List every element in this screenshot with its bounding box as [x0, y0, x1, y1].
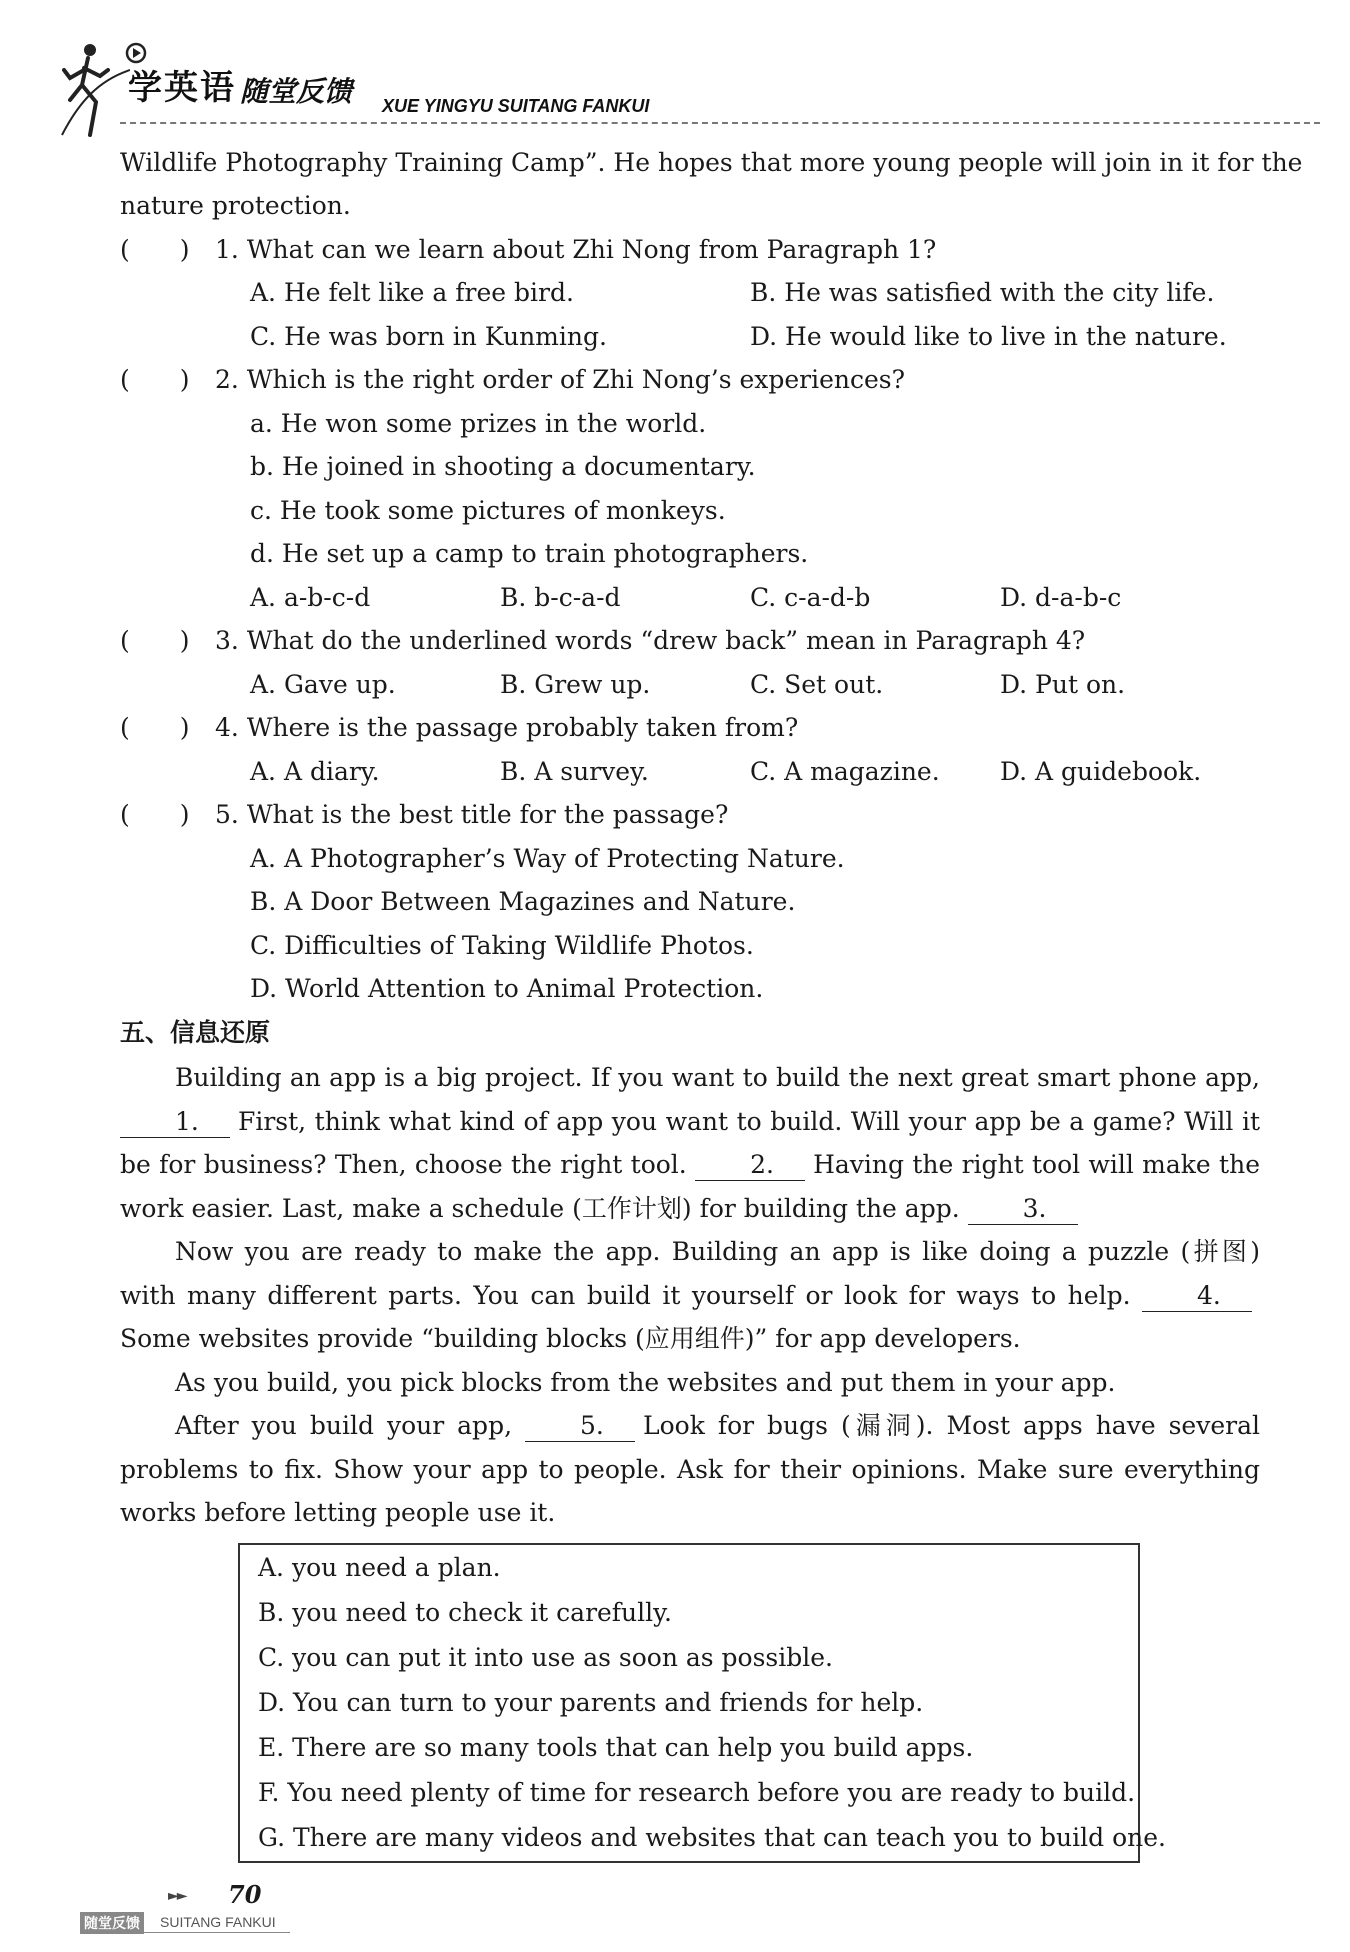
page-footer — [80, 1880, 300, 1940]
option: D. d-a-b-c — [1000, 583, 1122, 612]
double-arrow-icon: ►► — [168, 1888, 186, 1904]
question-text: What can we learn about Zhi Nong from Paragraph 1? — [246, 235, 937, 264]
question-number: 2. — [215, 365, 239, 394]
option: C. Difficulties of Taking Wildlife Photos. — [250, 931, 754, 960]
order-item: a. He won some prizes in the world. — [250, 409, 707, 438]
question-3 — [120, 621, 1260, 661]
footer-badge: 随堂反馈 — [80, 1912, 144, 1934]
question-5 — [120, 795, 1260, 835]
question-number: 3. — [215, 626, 239, 655]
footer-subtitle: SUITANG FANKUI — [160, 1914, 276, 1930]
question-number: 5. — [215, 800, 239, 829]
header-subtitle-cn: 随堂反馈 — [240, 75, 353, 108]
order-item: d. He set up a camp to train photographers. — [250, 539, 809, 568]
page-header — [60, 40, 1320, 140]
option: C. A magazine. — [750, 757, 940, 786]
page-number: 70 — [228, 1880, 262, 1909]
option: D. A guidebook. — [1000, 757, 1202, 786]
option: A. a-b-c-d — [250, 583, 371, 612]
question-4 — [120, 708, 1260, 748]
choice-f: F. You need plenty of time for research before you are ready to build. — [258, 1778, 1136, 1807]
blank-1[interactable]: 1. — [120, 1107, 230, 1138]
answer-paren[interactable]: ( ) — [120, 800, 190, 829]
option: C. c-a-d-b — [750, 583, 871, 612]
header-divider — [120, 122, 1320, 124]
blank-5[interactable]: 5. — [525, 1411, 635, 1442]
answer-paren[interactable]: ( ) — [120, 235, 190, 264]
choice-e: E. There are so many tools that can help you build apps. — [258, 1733, 974, 1762]
passage-paragraph-2: Now you are ready to make the app. Building an app is like doing a puzzle (拼图) with many different parts. You can build it yourself or look for ways to help. 4.Some websites provide “building blocks (应用组件)” for app developers. — [120, 1237, 1260, 1353]
option: D. He would like to live in the nature. — [750, 322, 1227, 351]
blank-3[interactable]: 3. — [968, 1194, 1078, 1225]
question-text: Which is the right order of Zhi Nong’s experiences? — [246, 365, 906, 394]
question-number: 1. — [215, 235, 239, 264]
question-1 — [120, 230, 1260, 270]
option: A. A diary. — [250, 757, 380, 786]
answer-paren[interactable]: ( ) — [120, 365, 190, 394]
choice-g: G. There are many videos and websites that can teach you to build one. — [258, 1823, 1166, 1852]
option: B. Grew up. — [500, 670, 651, 699]
choice-d: D. You can turn to your parents and friends for help. — [258, 1688, 924, 1717]
runner-icon — [60, 40, 130, 140]
choices-box — [238, 1543, 1166, 1863]
option: C. He was born in Kunming. — [250, 322, 607, 351]
order-item: b. He joined in shooting a documentary. — [250, 452, 756, 481]
header-title-cn: 学英语 — [128, 68, 236, 108]
option: B. A Door Between Magazines and Nature. — [250, 887, 796, 916]
section-title: 五、信息还原 — [120, 1018, 271, 1047]
blank-2[interactable]: 2. — [695, 1150, 805, 1181]
passage-paragraph-3: As you build, you pick blocks from the websites and put them in your app. — [175, 1368, 1116, 1397]
option: C. Set out. — [750, 670, 884, 699]
option: D. World Attention to Animal Protection. — [250, 974, 764, 1003]
question-number: 4. — [215, 713, 239, 742]
choice-b: B. you need to check it carefully. — [258, 1598, 672, 1627]
option: A. A Photographer’s Way of Protecting Nature. — [250, 844, 845, 873]
question-text: What is the best title for the passage? — [246, 800, 729, 829]
option: D. Put on. — [1000, 670, 1126, 699]
question-2 — [120, 360, 1260, 400]
intro-line-1: Wildlife Photography Training Camp”. He hopes that more young people will join in it for the — [120, 148, 1303, 177]
choice-a: A. you need a plan. — [258, 1553, 501, 1582]
option: A. Gave up. — [250, 670, 396, 699]
option: B. b-c-a-d — [500, 583, 621, 612]
question-text: Where is the passage probably taken from? — [246, 713, 799, 742]
answer-paren[interactable]: ( ) — [120, 713, 190, 742]
passage-paragraph-4: After you build your app, 5. Look for bugs (漏洞). Most apps have several problems to fix. Show your app to people. Ask for their opinions. Make sure everything works before letting people use it. — [120, 1411, 1260, 1527]
intro-line-2: nature protection. — [120, 191, 351, 220]
footer-divider — [80, 1932, 290, 1933]
order-item: c. He took some pictures of monkeys. — [250, 496, 726, 525]
header-title-en: XUE YINGYU SUITANG FANKUI — [382, 96, 650, 116]
passage-paragraph-1: Building an app is a big project. If you want to build the next great smart phone app, 1. First, think what kind of app you want to build. Will your app be a game? Will it be for business? Then, choose the right tool. 2. Having the right tool will make the work easier. Last, make a schedule (工作计划) for building the app. 3. — [120, 1063, 1260, 1223]
option: B. He was satisfied with the city life. — [750, 278, 1215, 307]
answer-paren[interactable]: ( ) — [120, 626, 190, 655]
option: B. A survey. — [500, 757, 649, 786]
blank-4[interactable]: 4. — [1142, 1281, 1252, 1312]
option: A. He felt like a free bird. — [250, 278, 574, 307]
choice-c: C. you can put it into use as soon as possible. — [258, 1643, 833, 1672]
question-text: What do the underlined words “drew back” mean in Paragraph 4? — [246, 626, 1086, 655]
